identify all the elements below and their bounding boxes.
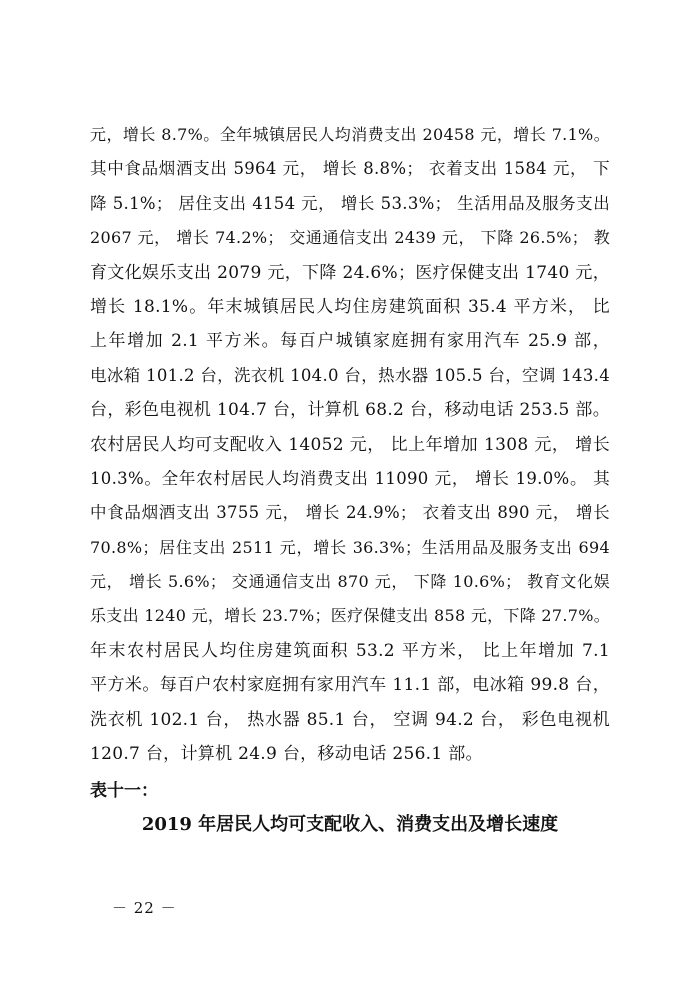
body-line: 平方米。每百户农村家庭拥有家用汽车 11.1 部，电冰箱 99.8 台， — [90, 675, 610, 696]
body-line: 120.7 台，计算机 24.9 台，移动电话 256.1 部。 — [90, 744, 483, 765]
body-line: 年末农村居民人均住房建筑面积 53.2 平方米， 比上年增加 7.1 — [90, 640, 610, 661]
body-line: 上年增加 2.1 平方米。每百户城镇家庭拥有家用汽车 25.9 部， — [90, 331, 610, 352]
table-label: 表十一： — [90, 781, 158, 801]
body-line: 元， 增长 5.6%； 交通通信支出 870 元， 下降 10.6%； 教育文化娱 — [90, 572, 610, 592]
body-line: 洗衣机 102.1 台， 热水器 85.1 台， 空调 94.2 台， 彩色电视机 — [90, 709, 610, 730]
body-text — [90, 118, 610, 771]
body-line: 2067 元， 增长 74.2%； 交通通信支出 2439 元， 下降 26.5%； 教 — [90, 228, 610, 248]
body-line: 其中食品烟酒支出 5964 元， 增长 8.8%； 衣着支出 1584 元， 下 — [90, 159, 610, 179]
body-line: 乐支出 1240 元，增长 23.7%；医疗保健支出 858 元，下降 27.7%。 — [90, 606, 611, 626]
body-line: 电冰箱 101.2 台，洗衣机 104.0 台，热水器 105.5 台，空调 143.4 — [90, 365, 610, 385]
body-line: 中食品烟酒支出 3755 元， 增长 24.9%； 衣着支出 890 元， 增长 — [90, 503, 610, 523]
page-number: － 22 － — [112, 899, 177, 917]
table-title: 2019 年居民人均可支配收入、消费支出及增长速度 — [141, 814, 559, 835]
body-line: 70.8%；居住支出 2511 元，增长 36.3%；生活用品及服务支出 694 — [90, 537, 610, 557]
body-line: 农村居民人均可支配收入 14052 元， 比上年增加 1308 元， 增长 — [90, 434, 610, 455]
body-line: 增长 18.1%。年末城镇居民人均住房建筑面积 35.4 平方米， 比 — [90, 296, 610, 317]
body-line: 10.3%。全年农村居民人均消费支出 11090 元， 增长 19.0%。 其 — [90, 468, 610, 488]
body-line: 元，增长 8.7%。全年城镇居民人均消费支出 20458 元，增长 7.1%。 — [90, 125, 610, 144]
body-line: 台，彩色电视机 104.7 台，计算机 68.2 台，移动电话 253.5 部。 — [90, 400, 610, 421]
body-line: 降 5.1%； 居住支出 4154 元， 增长 53.3%； 生活用品及服务支出 — [90, 193, 610, 213]
body-line: 育文化娱乐支出 2079 元，下降 24.6%；医疗保健支出 1740 元， — [90, 262, 610, 283]
